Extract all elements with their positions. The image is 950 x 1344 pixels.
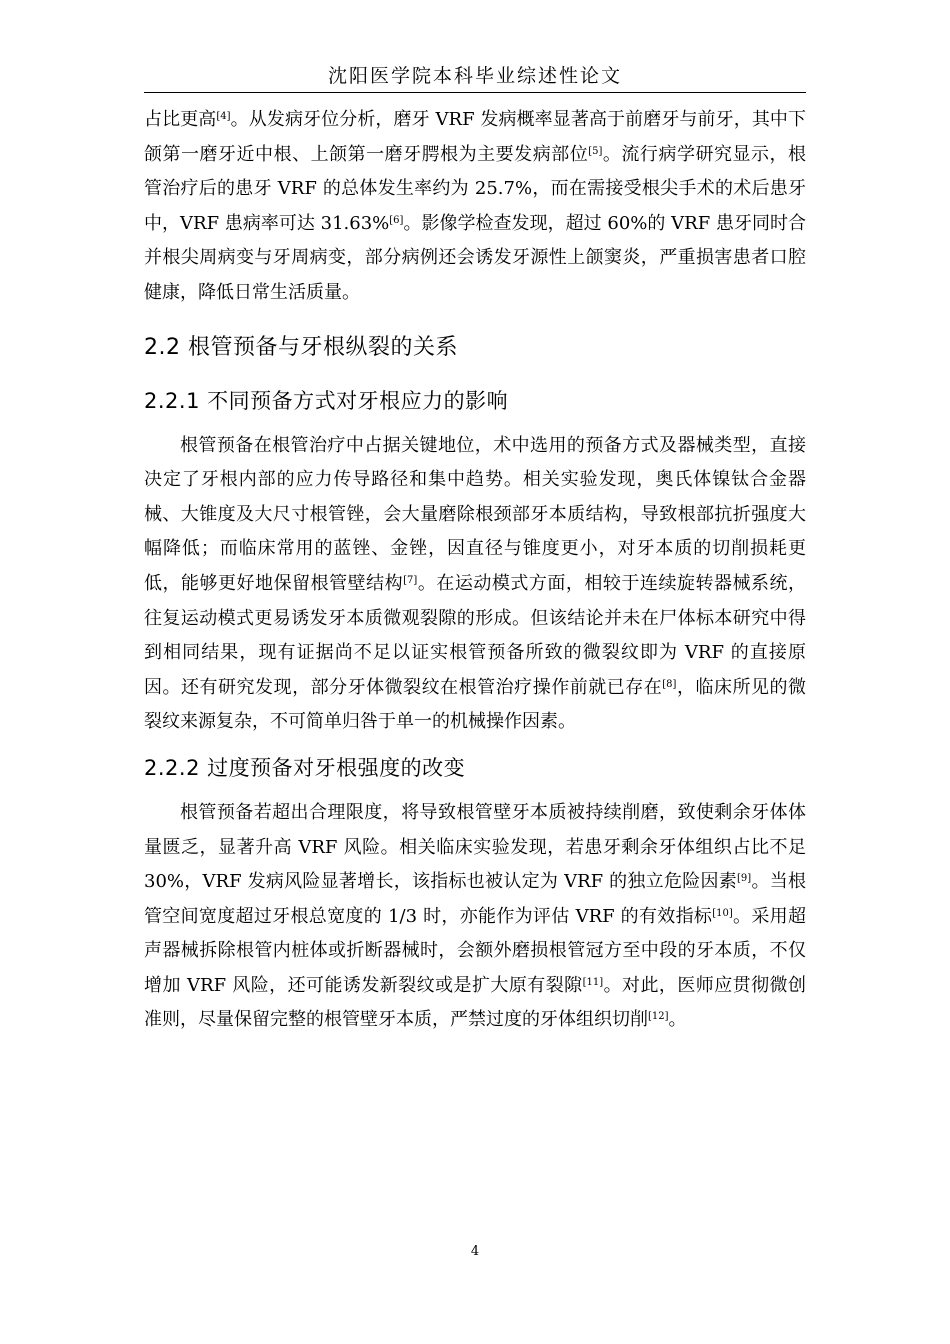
text-run: 。采用超声器械拆除根管内桩体或折断器械时，会额外磨损根管冠方至中段的牙本质，不仅增加 VRF 风险，还可能诱发新裂纹或是扩大原有裂隙 xyxy=(144,905,806,996)
citation: [10] xyxy=(712,907,733,919)
header-title: 沈阳医学院本科毕业综述性论文 xyxy=(327,65,622,87)
citation: [7] xyxy=(403,574,418,586)
section-heading-2-2-1: 2.2.1 不同预备方式对牙根应力的影响 xyxy=(144,388,509,413)
text-run: 。 xyxy=(668,1009,687,1031)
citation: [11] xyxy=(582,976,604,988)
text-run: 。当根管空间宽度超过牙根总宽度的 1/3 时，亦能作为评估 VRF 的有效指标 xyxy=(144,871,806,927)
text-run: 根管预备在根管治疗中占据关键地位，术中选用的预备方式及器械类型，直接决定了牙根内部的应力传导路径和集中趋势。相关实验发现，奥氏体镍钛合金器械、大锥度及大尺寸根管锉，会大量磨除根颈部牙本质结构，导致根部抗折强度大幅降低；而临床常用的蓝锉、金锉，因直径与锥度更小，对牙本质的切削损耗更低，能够更好地保留根管壁结构 xyxy=(144,434,806,594)
document-body xyxy=(144,103,806,1038)
paragraph-preparation-methods xyxy=(144,429,806,740)
text-run: 。流行病学研究显示，根管治疗后的患牙 VRF 的总体发生率约为 25.7%，而在需接受根尖手术的术后患牙中，VRF 患病率可达 31.63% xyxy=(144,143,807,234)
citation: [5] xyxy=(588,145,603,157)
citation: [4] xyxy=(216,111,231,122)
citation: [9] xyxy=(737,873,752,885)
text-run: 占比更高 xyxy=(144,109,217,130)
text-run: 。在运动模式方面，相较于连续旋转器械系统，往复运动模式更易诱发牙本质微观裂隙的形成。但该结论并未在尸体标本研究中得到相同结果，现有证据尚不足以证实根管预备所致的微裂纹即为 VRF 的直接原因。还有研究发现，部分牙体微裂纹在根管治疗操作前就已存在 xyxy=(144,572,807,698)
page-header xyxy=(144,62,806,93)
text-run: 根管预备若超出合理限度，将导致根管壁牙本质被持续削磨，致使剩余牙体体量匮乏，显著升高 VRF 风险。相关临床实验发现，若患牙剩余牙体组织占比不足 30%，VRF 发病风险显著增长，该指标也被认定为 VRF 的独立危险因素 xyxy=(144,801,806,893)
section-heading-2-2: 2.2 根管预备与牙根纵裂的关系 xyxy=(144,334,458,360)
citation: [12] xyxy=(648,1011,669,1023)
page-number: 4 xyxy=(470,1244,480,1259)
text-run: 。对此，医师应贯彻微创准则，尽量保留完整的根管壁牙本质，严禁过度的牙体组织切削 xyxy=(144,974,807,1031)
text-run: 。影像学检查发现，超过 60%的 VRF 患牙同时合并根尖周病变与牙周病变，部分病例还会诱发牙源性上颌窦炎，严重损害患者口腔健康，降低日常生活质量。 xyxy=(144,212,806,303)
paragraph-over-preparation xyxy=(144,796,806,1038)
section-heading-2-2-2: 2.2.2 过度预备对牙根强度的改变 xyxy=(144,755,466,780)
text-run: 。从发病牙位分析，磨牙 VRF 发病概率显著高于前磨牙与前牙，其中下颌第一磨牙近中根、上颌第一磨牙腭根为主要发病部位 xyxy=(144,109,807,165)
citation: [6] xyxy=(389,214,404,226)
text-run: ，临床所见的微裂纹来源复杂，不可简单归咎于单一的机械操作因素。 xyxy=(144,676,807,733)
paragraph-epidemiology xyxy=(144,103,806,311)
citation: [8] xyxy=(662,678,677,690)
